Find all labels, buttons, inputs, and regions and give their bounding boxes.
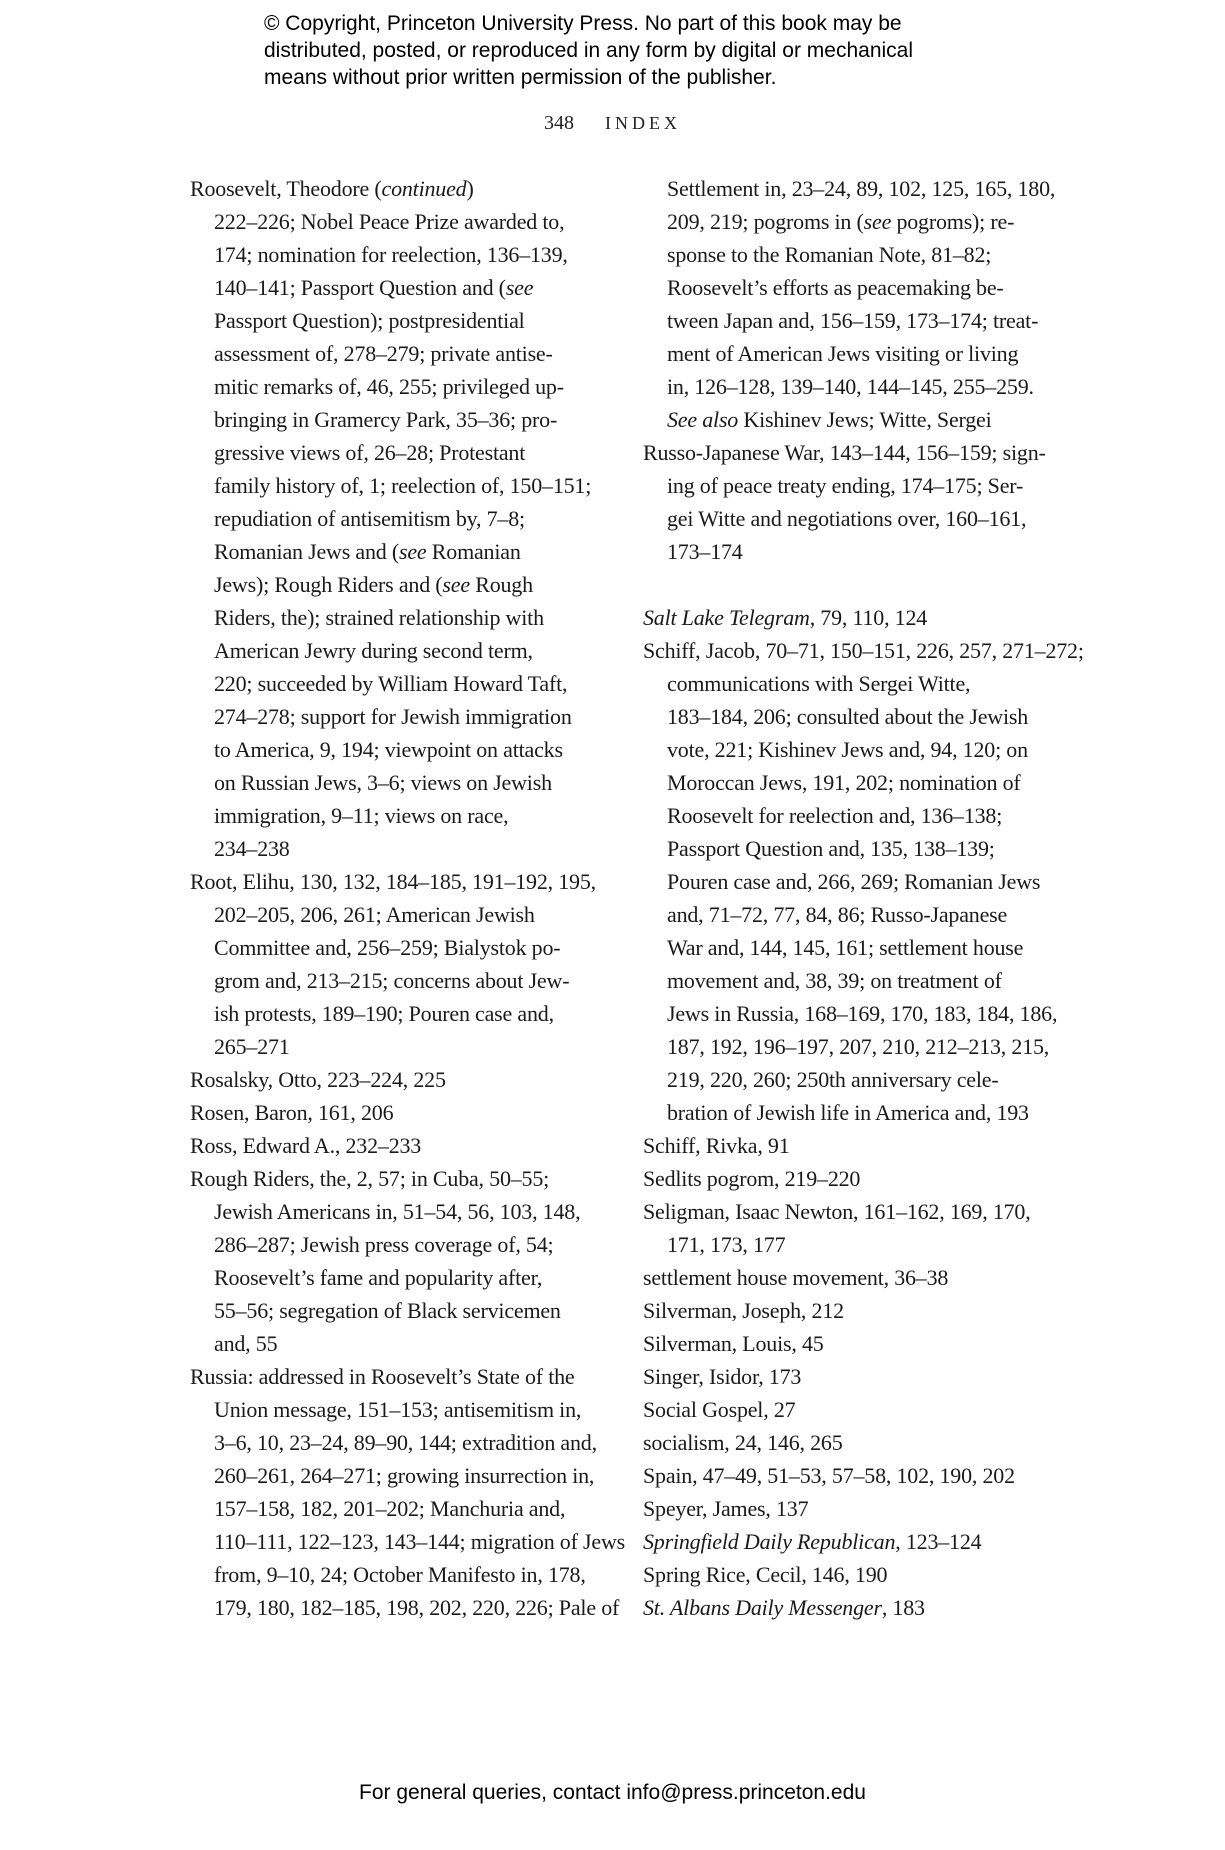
index-entry	[643, 1294, 1063, 1327]
entry-text: 174; nomination for reelection, 136–139,	[214, 242, 568, 267]
entry-subline	[190, 700, 610, 733]
entry-italic-text: see	[399, 539, 427, 564]
entry-subline	[190, 898, 610, 931]
entry-text: assessment of, 278–279; private antise-	[214, 341, 553, 366]
entry-text: Spain, 47–49, 51–53, 57–58, 102, 190, 202	[643, 1463, 1015, 1488]
entry-subline	[190, 964, 610, 997]
entry-subline	[643, 403, 1063, 436]
entry-heading-line	[190, 172, 610, 205]
entry-subline	[190, 568, 610, 601]
entry-text: Ross, Edward A., 232–233	[190, 1133, 422, 1158]
entry-subline	[190, 304, 610, 337]
entry-italic-text: Salt Lake Telegram	[643, 605, 810, 630]
entry-text: pogroms); re-	[891, 209, 1015, 234]
entry-text: 234–238	[214, 836, 290, 861]
entry-text: from, 9–10, 24; October Manifesto in, 178,	[214, 1562, 586, 1587]
entry-text: Jews); Rough Riders and (	[214, 572, 443, 597]
entry-text: Roosevelt’s efforts as peacemaking be-	[667, 275, 1004, 300]
entry-text: Riders, the); strained relationship with	[214, 605, 544, 630]
entry-text: grom and, 213–215; concerns about Jew-	[214, 968, 570, 993]
entry-subline	[190, 403, 610, 436]
entry-subline	[643, 205, 1063, 238]
entry-heading-line	[643, 1459, 1063, 1492]
entry-text: gei Witte and negotiations over, 160–161,	[667, 506, 1027, 531]
entry-subline	[190, 634, 610, 667]
entry-subline	[190, 1591, 620, 1624]
entry-subline	[643, 898, 1063, 931]
index-entry	[643, 601, 1063, 634]
entry-heading-line	[643, 1162, 1063, 1195]
entry-heading-line	[190, 1063, 610, 1096]
entry-spacer	[643, 568, 1063, 601]
entry-text: to America, 9, 194; viewpoint on attacks	[214, 737, 563, 762]
entry-subline	[643, 337, 1063, 370]
entry-text: ing of peace treaty ending, 174–175; Ser-	[667, 473, 1024, 498]
entry-text: American Jewry during second term,	[214, 638, 533, 663]
entry-text: 286–287; Jewish press coverage of, 54;	[214, 1232, 554, 1257]
index-entry	[643, 1261, 1063, 1294]
entry-heading-line	[643, 1261, 1063, 1294]
entry-text: Jewish Americans in, 51–54, 56, 103, 148,	[214, 1199, 581, 1224]
entry-subline	[190, 1261, 610, 1294]
entry-text: mitic remarks of, 46, 255; privileged up-	[214, 374, 564, 399]
entry-text: Rosen, Baron, 161, 206	[190, 1100, 394, 1125]
page-number: 348	[544, 112, 574, 134]
entry-subline	[190, 1558, 610, 1591]
entry-text: 219, 220, 260; 250th anniversary cele-	[667, 1067, 999, 1092]
running-head	[0, 112, 1225, 135]
entry-subline	[190, 1030, 610, 1063]
entry-heading-line	[643, 1426, 1063, 1459]
entry-heading-line	[190, 1360, 610, 1393]
index-entry	[643, 1525, 1063, 1558]
entry-text: Roosevelt, Theodore (	[190, 176, 382, 201]
entry-subline	[643, 1030, 1063, 1063]
entry-italic-text: See also	[667, 407, 739, 432]
entry-subline	[643, 535, 1063, 568]
entry-heading-line	[643, 634, 1084, 667]
index-entry	[643, 634, 1084, 1129]
entry-text: 265–271	[214, 1034, 290, 1059]
entry-subline	[643, 271, 1063, 304]
index-entry	[190, 1129, 610, 1162]
entry-heading-line	[190, 865, 610, 898]
entry-text: Silverman, Louis, 45	[643, 1331, 824, 1356]
entry-text: 183–184, 206; consulted about the Jewish	[667, 704, 1029, 729]
entry-text: 222–226; Nobel Peace Prize awarded to,	[214, 209, 565, 234]
entry-subline	[643, 304, 1063, 337]
entry-heading-line	[643, 601, 1063, 634]
index-entry	[643, 172, 1063, 436]
entry-text: 171, 173, 177	[667, 1232, 786, 1257]
entry-text: communications with Sergei Witte,	[667, 671, 971, 696]
entry-text: Romanian	[426, 539, 521, 564]
entry-subline	[643, 238, 1063, 271]
entry-italic-text: see	[863, 209, 892, 234]
entry-heading-line	[643, 1393, 1063, 1426]
index-entry	[190, 1096, 610, 1129]
entry-text: Social Gospel, 27	[643, 1397, 796, 1422]
entry-subline	[190, 832, 610, 865]
entry-italic-text: St. Albans Daily Messenger	[643, 1595, 882, 1620]
index-column-left	[190, 172, 626, 1624]
entry-text: 187, 192, 196–197, 207, 210, 212–213, 215,	[667, 1034, 1050, 1059]
entry-subline	[643, 964, 1063, 997]
entry-subline	[190, 1426, 610, 1459]
index-entry	[643, 1426, 1063, 1459]
entry-text: 3–6, 10, 23–24, 89–90, 144; extradition and,	[214, 1430, 597, 1455]
index-entry	[190, 1162, 610, 1360]
index-entry	[643, 1162, 1063, 1195]
index-entry	[190, 1063, 610, 1096]
entry-text: 110–111, 122–123, 143–144; migration of Jews	[214, 1529, 626, 1554]
entry-text: vote, 221; Kishinev Jews and, 94, 120; on	[667, 737, 1028, 762]
entry-subline	[643, 469, 1063, 502]
entry-subline	[643, 502, 1063, 535]
copyright-line: distributed, posted, or reproduced in any form by digital or mechanical	[264, 39, 914, 62]
entry-heading-line	[643, 1591, 1063, 1624]
index-entry	[190, 1360, 626, 1624]
entry-text: Sedlits pogrom, 219–220	[643, 1166, 861, 1191]
entry-subline	[190, 1459, 610, 1492]
entry-text: 220; succeeded by William Howard Taft,	[214, 671, 568, 696]
copyright-line: means without prior written permission of the publisher.	[264, 66, 777, 89]
entry-text: Passport Question); postpresidential	[214, 308, 525, 333]
entry-text: in, 126–128, 139–140, 144–145, 255–259.	[667, 374, 1034, 399]
entry-subline	[190, 271, 610, 304]
entry-subline	[643, 1063, 1063, 1096]
entry-text: , 123–124	[895, 1529, 982, 1554]
entry-subline	[190, 502, 610, 535]
entry-subline	[643, 799, 1063, 832]
entry-heading-line	[643, 1294, 1063, 1327]
entry-subline	[190, 1393, 610, 1426]
entry-text: 179, 180, 182–185, 198, 202, 220, 226; Pale of	[214, 1595, 620, 1620]
entry-subline	[190, 667, 610, 700]
index-entry	[643, 1360, 1063, 1393]
index-entry	[190, 172, 610, 865]
entry-text: Speyer, James, 137	[643, 1496, 809, 1521]
entry-text: gressive views of, 26–28; Protestant	[214, 440, 526, 465]
index-entry	[190, 865, 610, 1063]
entry-text: Schiff, Rivka, 91	[643, 1133, 790, 1158]
entry-text: settlement house movement, 36–38	[643, 1265, 949, 1290]
index-entry	[643, 1393, 1063, 1426]
entry-text: ment of American Jews visiting or living	[667, 341, 1019, 366]
index-column-right	[643, 172, 1084, 1624]
entry-text: Jews in Russia, 168–169, 170, 183, 184, 186,	[667, 1001, 1058, 1026]
entry-subline	[190, 337, 610, 370]
entry-subline	[190, 1492, 610, 1525]
index-entry	[643, 1459, 1063, 1492]
entry-text: Pouren case and, 266, 269; Romanian Jews	[667, 869, 1041, 894]
index-entry	[643, 1591, 1063, 1624]
entry-text: Kishinev Jews; Witte, Sergei	[738, 407, 992, 432]
entry-subline	[190, 535, 610, 568]
entry-subline	[190, 1525, 626, 1558]
entry-text: Roosevelt for reelection and, 136–138;	[667, 803, 1003, 828]
entry-text: War and, 144, 145, 161; settlement house	[667, 935, 1024, 960]
entry-subline	[190, 1228, 610, 1261]
entry-heading-line	[643, 1195, 1063, 1228]
entry-text: tween Japan and, 156–159, 173–174; treat-	[667, 308, 1039, 333]
entry-italic-text: see	[505, 275, 534, 300]
entry-text: ish protests, 189–190; Pouren case and,	[214, 1001, 554, 1026]
entry-text: Passport Question and, 135, 138–139;	[667, 836, 995, 861]
entry-text: Rosalsky, Otto, 223–224, 225	[190, 1067, 446, 1092]
entry-italic-text: continued	[381, 176, 467, 201]
entry-subline	[190, 370, 610, 403]
entry-text: repudiation of antisemitism by, 7–8;	[214, 506, 525, 531]
entry-subline	[190, 205, 610, 238]
entry-heading-line	[190, 1096, 610, 1129]
entry-subline	[643, 700, 1063, 733]
entry-text: Moroccan Jews, 191, 202; nomination of	[667, 770, 1021, 795]
entry-text: 173–174	[667, 539, 743, 564]
entry-heading-line	[643, 1360, 1063, 1393]
copyright-line: © Copyright, Princeton University Press. No part of this book may be	[264, 12, 902, 35]
entry-subline	[643, 997, 1063, 1030]
entry-text: Schiff, Jacob, 70–71, 150–151, 226, 257, 271–272;	[643, 638, 1084, 663]
entry-text: immigration, 9–11; views on race,	[214, 803, 509, 828]
entry-text: Silverman, Joseph, 212	[643, 1298, 844, 1323]
entry-subline	[190, 766, 610, 799]
entry-text: socialism, 24, 146, 265	[643, 1430, 843, 1455]
entry-text: 202–205, 206, 261; American Jewish	[214, 902, 535, 927]
entry-heading-line	[190, 1162, 610, 1195]
entry-text: Union message, 151–153; antisemitism in,	[214, 1397, 582, 1422]
entry-text: sponse to the Romanian Note, 81–82;	[667, 242, 992, 267]
entry-text: bringing in Gramercy Park, 35–36; pro-	[214, 407, 558, 432]
entry-subline	[643, 832, 1063, 865]
entry-text: family history of, 1; reelection of, 150–151;	[214, 473, 592, 498]
entry-subline	[643, 733, 1063, 766]
entry-text: Romanian Jews and (	[214, 539, 399, 564]
entry-subline	[190, 1294, 610, 1327]
entry-subline	[190, 1327, 610, 1360]
entry-heading-line	[643, 1525, 1063, 1558]
entry-text: 260–261, 264–271; growing insurrection in,	[214, 1463, 595, 1488]
entry-text: 274–278; support for Jewish immigration	[214, 704, 572, 729]
entry-text: bration of Jewish life in America and, 193	[667, 1100, 1029, 1125]
entry-heading-line	[643, 1492, 1063, 1525]
entry-text: movement and, 38, 39; on treatment of	[667, 968, 1002, 993]
footer-contact: For general queries, contact info@press.princeton.edu	[359, 1781, 866, 1804]
entry-text: Singer, Isidor, 173	[643, 1364, 802, 1389]
entry-subline	[190, 799, 610, 832]
entry-heading-line	[643, 1129, 1063, 1162]
entry-subline	[643, 172, 1063, 205]
entry-text: 209, 219; pogroms in (	[667, 209, 864, 234]
index-entry	[643, 436, 1063, 568]
entry-text: Russo-Japanese War, 143–144, 156–159; sign-	[643, 440, 1046, 465]
entry-subline	[643, 1096, 1063, 1129]
entry-subline	[643, 1228, 1063, 1261]
entry-subline	[643, 931, 1063, 964]
entry-subline	[190, 436, 610, 469]
index-entry	[643, 1195, 1063, 1261]
entry-subline	[190, 601, 610, 634]
entry-text: Root, Elihu, 130, 132, 184–185, 191–192, 195,	[190, 869, 596, 894]
entry-text: Russia: addressed in Roosevelt’s State of the	[190, 1364, 575, 1389]
entry-text: , 183	[881, 1595, 925, 1620]
entry-text: 140–141; Passport Question and (	[214, 275, 506, 300]
entry-subline	[190, 238, 610, 271]
entry-subline	[643, 667, 1063, 700]
entry-subline	[643, 370, 1063, 403]
entry-text: on Russian Jews, 3–6; views on Jewish	[214, 770, 552, 795]
index-entry	[643, 1492, 1063, 1525]
copyright-notice	[264, 10, 1024, 91]
entry-subline	[643, 766, 1063, 799]
entry-text: Seligman, Isaac Newton, 161–162, 169, 170,	[643, 1199, 1031, 1224]
entry-text: 157–158, 182, 201–202; Manchuria and,	[214, 1496, 566, 1521]
entry-text: , 79, 110, 124	[809, 605, 928, 630]
entry-text: Spring Rice, Cecil, 146, 190	[643, 1562, 888, 1587]
entry-subline	[190, 469, 610, 502]
entry-heading-line	[643, 1327, 1063, 1360]
entry-text: Roosevelt’s fame and popularity after,	[214, 1265, 543, 1290]
entry-heading-line	[643, 1558, 1063, 1591]
entry-subline	[190, 1195, 610, 1228]
entry-text: Settlement in, 23–24, 89, 102, 125, 165, 180,	[667, 176, 1056, 201]
entry-heading-line	[190, 1129, 610, 1162]
index-entry	[643, 1558, 1063, 1591]
entry-text: Rough Riders, the, 2, 57; in Cuba, 50–55;	[190, 1166, 550, 1191]
entry-text: Committee and, 256–259; Bialystok po-	[214, 935, 561, 960]
index-entry	[643, 1327, 1063, 1360]
entry-subline	[190, 931, 610, 964]
section-title: INDEX	[605, 113, 681, 133]
entry-subline	[643, 865, 1063, 898]
entry-subline	[190, 997, 610, 1030]
index-entry	[643, 1129, 1063, 1162]
entry-subline	[190, 733, 610, 766]
entry-text: 55–56; segregation of Black servicemen	[214, 1298, 561, 1323]
entry-text: )	[466, 176, 474, 201]
entry-heading-line	[643, 436, 1063, 469]
entry-text: Rough	[469, 572, 533, 597]
entry-italic-text: see	[442, 572, 470, 597]
entry-italic-text: Springfield Daily Republican	[643, 1529, 896, 1554]
entry-text: and, 55	[214, 1331, 278, 1356]
entry-text: and, 71–72, 77, 84, 86; Russo-Japanese	[667, 902, 1008, 927]
